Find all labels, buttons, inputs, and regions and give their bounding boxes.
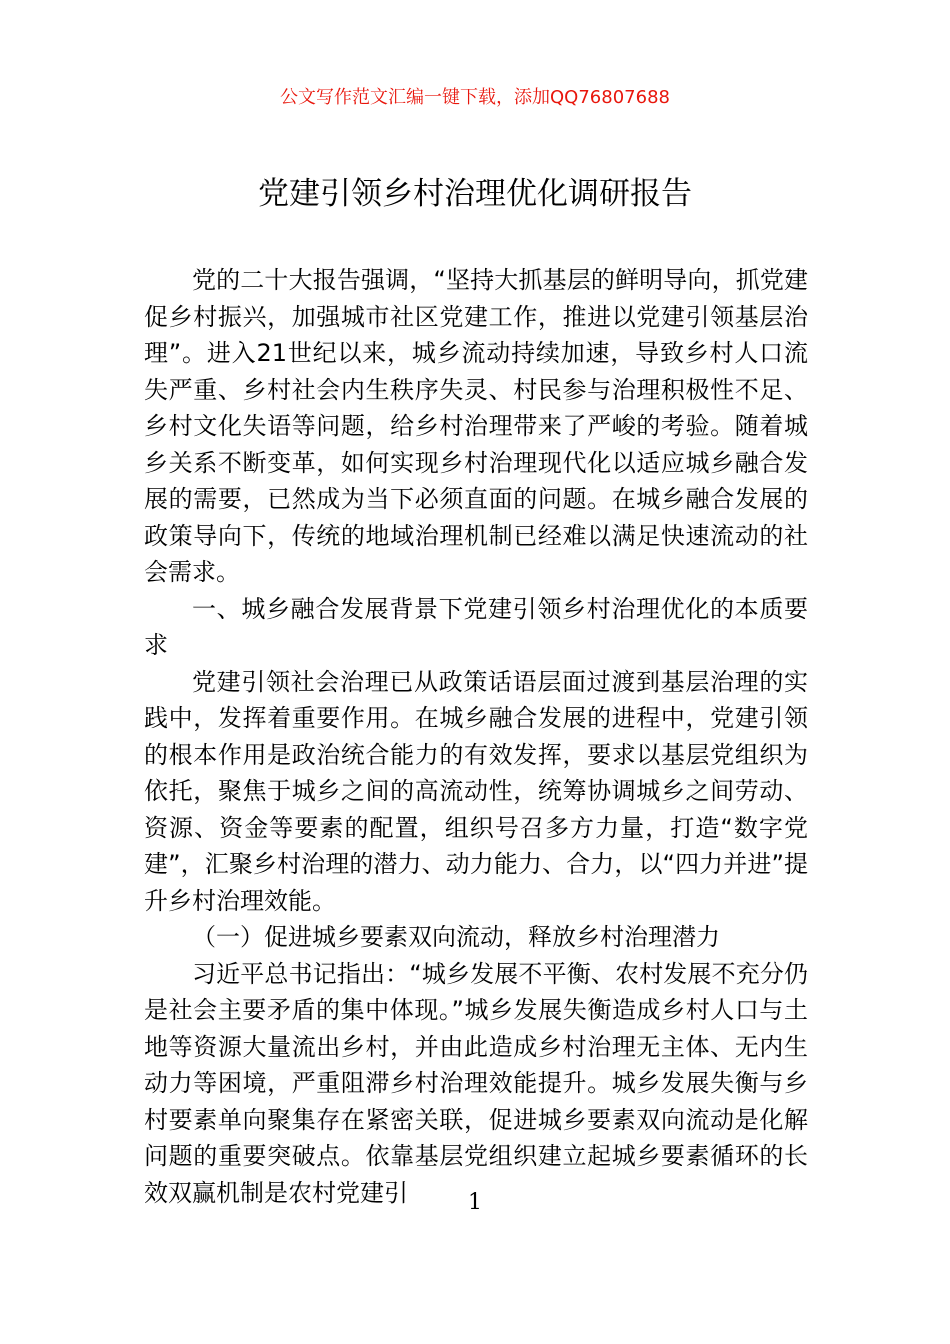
document-title: 党建引领乡村治理优化调研报告 (258, 176, 692, 212)
section-heading-1: 一、城乡融合发展背景下党建引领乡村治理优化的本质要求 (144, 594, 808, 659)
page-number: 1 (468, 1190, 482, 1215)
section-1-paragraph: 党建引领社会治理已从政策话语层面过渡到基层治理的实践中，发挥着重要作用。在城乡融合发展的进程中，党建引领的根本作用是政治统合能力的有效发挥，要求以基层党组织为依托，聚焦于城乡之间的高流动性，统筹协调城乡之间劳动、资源、资金等要素的配置，组织号召多方力量，打造“数字党建”，汇聚乡村治理的潜力、动力能力、合力，以“四力并进”提升乡村治理效能。 (144, 667, 808, 915)
subsection-heading-1: （一）促进城乡要素双向流动，释放乡村治理潜力 (192, 923, 720, 951)
intro-paragraph: 党的二十大报告强调，“坚持大抓基层的鲜明导向，抓党建促乡村振兴，加强城市社区党建工作，推进以党建引领基层治理”。进入21世纪以来，城乡流动持续加速，导致乡村人口流失严重、乡村社会内生秩序失灵、村民参与治理积极性不足、乡村文化失语等问题，给乡村治理带来了严峻的考验。随着城乡关系不断变革，如何实现乡村治理现代化以适应城乡融合发展的需要，已然成为当下必须直面的问题。在城乡融合发展的政策导向下，传统的地域治理机制已经难以满足快速流动的社会需求。 (144, 266, 808, 586)
promo-banner-text: 公文写作范文汇编一键下载，添加QQ76807688 (280, 87, 670, 108)
subsection-1-paragraph: 习近平总书记指出：“城乡发展不平衡、农村发展不充分仍是社会主要矛盾的集中体现。”城乡发展失衡造成乡村人口与土地等资源大量流出乡村，并由此造成乡村治理无主体、无内生动力等困境，严重阻滞乡村治理效能提升。城乡发展失衡与乡村要素单向聚集存在紧密关联，促进城乡要素双向流动是化解问题的重要突破点。依靠基层党组织建立起城乡要素循环的长效双赢机制是农村党建引 (144, 959, 808, 1207)
document-body (144, 262, 808, 1211)
